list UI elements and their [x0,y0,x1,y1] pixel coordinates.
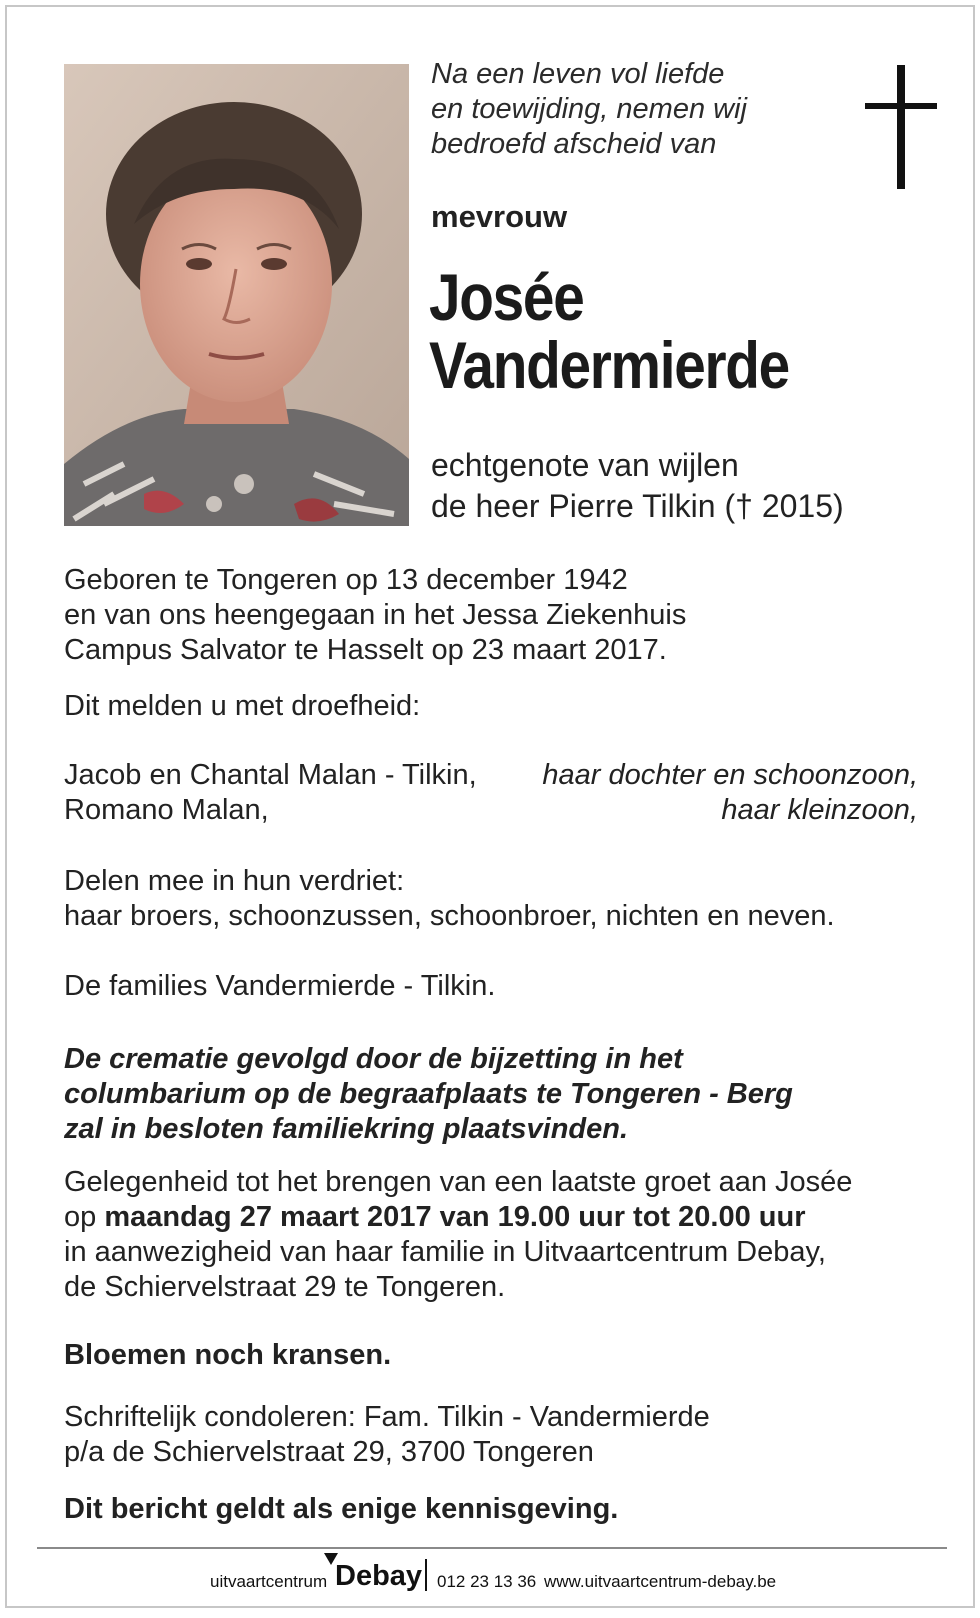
birth-details [64,563,944,668]
spouse-text [431,445,951,527]
spouse-line: echtgenote van wijlen [431,447,739,483]
birth-line: Campus Salvator te Hasselt op 23 maart 2017. [64,634,667,666]
announce-intro-text: Dit melden u met droefheid: [64,690,421,722]
last-name: Vandermierde [429,328,789,402]
footer [7,1555,973,1595]
footer-separator [425,1559,427,1591]
families-line [64,969,944,1004]
first-name: Josée [429,260,584,334]
intro-text [431,57,791,162]
family-member-relation: haar kleinzoon, [721,794,918,826]
phone-number: 012 23 13 36 [437,1572,537,1591]
flowers-notice [64,1338,944,1373]
intro-line: en toewijding, nemen wij [431,93,747,125]
family-member-name: Romano Malan, [64,794,269,826]
family-member-relation: haar dochter en schoonzoon, [542,759,918,791]
portrait-photo [64,64,409,526]
cremation-line: De crematie gevolgd door de bijzetting in het [64,1043,683,1075]
condolence-line: p/a de Schiervelstraat 29, 3700 Tongeren [64,1436,594,1468]
families-text: De families Vandermierde - Tilkin. [64,970,496,1002]
brand-name: Debay [335,1560,423,1592]
birth-line: en van ons heengegaan in het Jessa Ziekenhuis [64,599,687,631]
condolence-line: Schriftelijk condoleren: Fam. Tilkin - Vandermierde [64,1401,710,1433]
visit-details [64,1165,944,1305]
cremation-line: zal in besloten familiekring plaatsvinden. [64,1113,629,1145]
portrait-illustration [64,64,409,526]
intro-line: Na een leven vol liefde [431,58,725,90]
cremation-line: columbarium op de begraafplaats te Tongeren - Berg [64,1078,793,1110]
visit-datetime: maandag 27 maart 2017 van 19.00 uur tot 20.00 uur [104,1201,806,1233]
share-text [64,864,944,934]
brand-small-text: uitvaartcentrum [210,1572,328,1591]
visit-line: in aanwezigheid van haar familie in Uitvaartcentrum Debay, [64,1236,826,1268]
obituary-card [5,5,975,1608]
cremation-notice [64,1042,944,1147]
share-line: Delen mee in hun verdriet: [64,865,405,897]
announce-intro [64,689,944,724]
salutation: mevrouw [431,199,568,234]
visit-line: de Schiervelstraat 29 te Tongeren. [64,1271,506,1303]
notice [64,1492,944,1527]
family-member-name: Jacob en Chantal Malan - Tilkin, [64,759,477,791]
visit-line [64,1200,944,1235]
cross-icon [865,65,937,194]
condolence-details [64,1400,944,1470]
intro-line: bedroefd afscheid van [431,128,717,160]
family-list [64,758,944,828]
family-row [64,758,944,793]
visit-line: Gelegenheid tot het brengen van een laatste groet aan Josée [64,1166,853,1198]
website-link[interactable]: www.uitvaartcentrum-debay.be [544,1572,777,1591]
deceased-name [429,260,876,402]
notice-text: Dit bericht geldt als enige kennisgeving. [64,1493,619,1525]
spouse-line: de heer Pierre Tilkin († 2015) [431,488,844,524]
family-row [64,793,944,828]
birth-line: Geboren te Tongeren op 13 december 1942 [64,564,628,596]
visit-prefix: op [64,1201,105,1233]
share-line: haar broers, schoonzussen, schoonbroer, nichten en neven. [64,900,835,932]
flowers-text: Bloemen noch kransen. [64,1339,392,1371]
footer-divider [37,1547,947,1549]
